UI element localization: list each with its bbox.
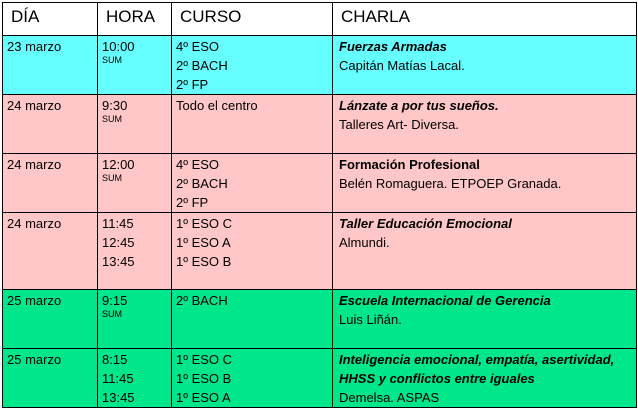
dia-text: 23 marzo [7,39,62,54]
table-row [3,349,637,408]
table-row [3,36,637,95]
header-hora: HORA [98,3,172,36]
cell-charla [333,290,637,349]
hora-text: 13:45 [102,390,135,405]
cell-hora [98,349,172,408]
hora-location-note: SUM [102,309,122,319]
charla-title: Fuerzas Armadas [339,39,447,54]
charla-detail: Capitán Matías Lacal. [339,58,465,73]
header-dia: DÍA [3,3,98,36]
cell-curso [172,36,333,95]
cell-hora [98,95,172,154]
cell-curso [172,95,333,154]
table-row [3,290,637,349]
hora-text: 12:00 [102,157,135,172]
charla-title: Inteligencia emocional, empatía, asertividad, HHSS y conflictos entre iguales [339,352,615,386]
cell-curso [172,154,333,213]
charla-title: Lánzate a por tus sueños. [339,98,499,113]
charla-detail: Luis Liñán. [339,312,402,327]
dia-text: 24 marzo [7,98,62,113]
hora-location-note: SUM [102,173,122,183]
charla-detail: Belén Romaguera. ETPOEP Granada. [339,176,562,191]
header-curso: CURSO [172,3,333,36]
cell-charla [333,154,637,213]
curso-text: 1º ESO B [176,254,232,269]
table-row [3,154,637,213]
charla-detail: Demelsa. ASPAS [339,390,440,405]
cell-charla [333,36,637,95]
dia-text: 24 marzo [7,157,62,172]
charla-detail: Almundi. [339,235,390,250]
curso-text: 2º BACH [176,58,228,73]
cell-hora [98,290,172,349]
header-row [3,3,637,36]
table-row [3,213,637,290]
charla-title: Taller Educación Emocional [339,216,512,231]
hora-text: 9:30 [102,98,128,113]
hora-text: 8:15 [102,352,128,367]
cell-hora [98,154,172,213]
header-charla: CHARLA [333,3,637,36]
curso-text: 2º FP [176,77,209,92]
curso-text: 2º FP [176,195,209,210]
cell-curso [172,213,333,290]
hora-text: 9:15 [102,293,128,308]
curso-text: 1º ESO A [176,235,231,250]
cell-dia [3,154,98,213]
cell-charla [333,95,637,154]
hora-location-note: SUM [102,114,122,124]
cell-dia [3,36,98,95]
hora-location-note: SUM [102,55,122,65]
curso-text: 2º BACH [176,176,228,191]
curso-text: 2º BACH [176,293,228,308]
cell-charla [333,349,637,408]
hora-text: 13:45 [102,254,135,269]
cell-dia [3,349,98,408]
curso-text: 4º ESO [176,39,220,54]
cell-dia [3,95,98,154]
hora-text: 10:00 [102,39,135,54]
curso-text: 1º ESO C [176,216,233,231]
curso-text: 1º ESO C [176,352,233,367]
hora-text: 11:45 [102,216,134,231]
cell-dia [3,213,98,290]
cell-curso [172,290,333,349]
cell-hora [98,36,172,95]
schedule-table [2,2,637,408]
cell-curso [172,349,333,408]
curso-text: Todo el centro [176,98,258,113]
hora-text: 11:45 [102,371,134,386]
curso-text: 4º ESO [176,157,220,172]
hora-text: 12:45 [102,235,135,250]
charla-detail: Talleres Art- Diversa. [339,117,459,132]
dia-text: 24 marzo [7,216,62,231]
charla-title: Escuela Internacional de Gerencia [339,293,551,308]
charla-title: Formación Profesional [339,157,480,172]
table-row [3,95,637,154]
cell-hora [98,213,172,290]
curso-text: 1º ESO B [176,371,232,386]
dia-text: 25 marzo [7,352,62,367]
curso-text: 1º ESO A [176,390,231,405]
cell-dia [3,290,98,349]
dia-text: 25 marzo [7,293,62,308]
cell-charla [333,213,637,290]
